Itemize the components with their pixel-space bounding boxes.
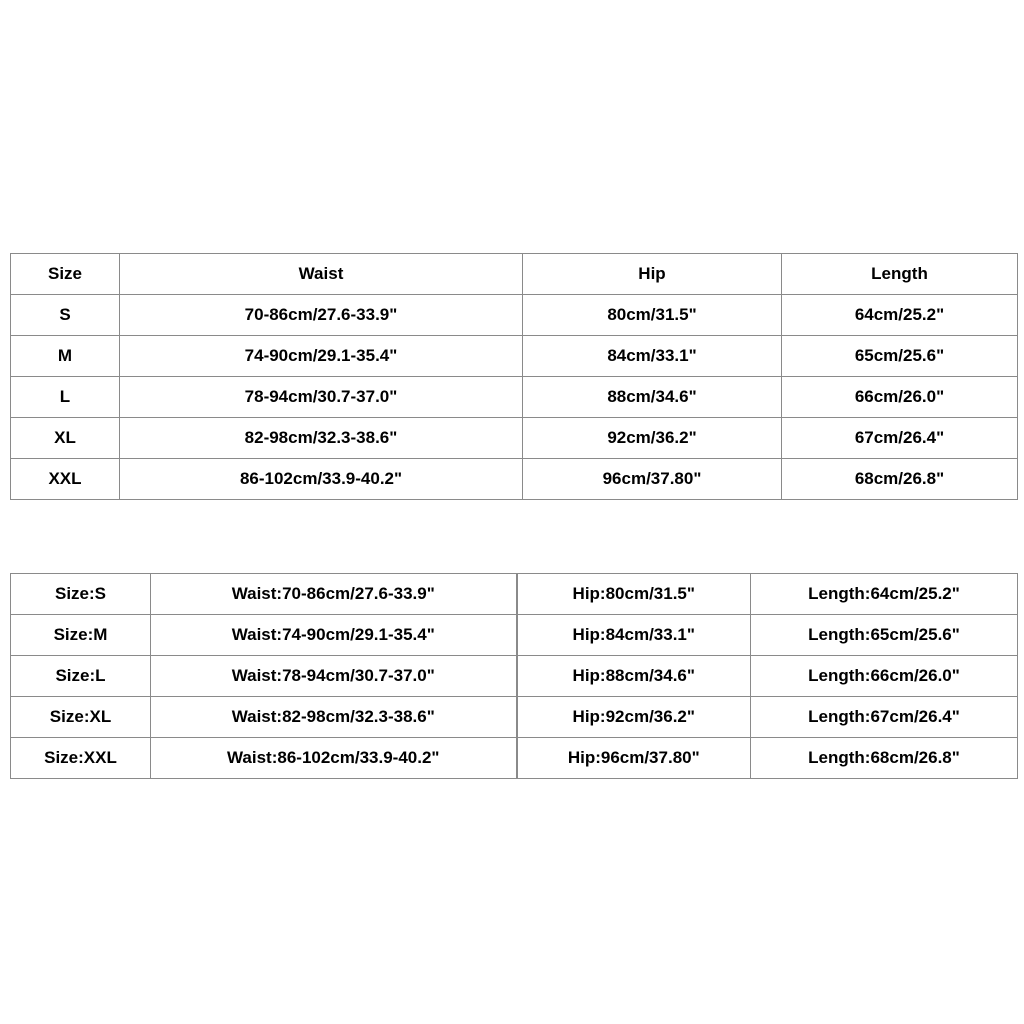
table-header-row (11, 254, 1018, 295)
size-cell: Size:XXL (11, 738, 151, 779)
hip-cell: Hip:80cm/31.5" (517, 574, 751, 615)
hip-cell: Hip:96cm/37.80" (517, 738, 751, 779)
waist-cell: Waist:78-94cm/30.7-37.0" (151, 656, 517, 697)
waist-cell: 82-98cm/32.3-38.6" (120, 418, 523, 459)
waist-cell: Waist:86-102cm/33.9-40.2" (151, 738, 517, 779)
header-length: Length (782, 254, 1018, 295)
hip-cell: 80cm/31.5" (523, 295, 782, 336)
hip-cell: 84cm/33.1" (523, 336, 782, 377)
length-cell: 67cm/26.4" (782, 418, 1018, 459)
length-cell: 68cm/26.8" (782, 459, 1018, 500)
length-cell: Length:66cm/26.0" (751, 656, 1018, 697)
size-cell: Size:M (11, 615, 151, 656)
waist-cell: 70-86cm/27.6-33.9" (120, 295, 523, 336)
table-row (11, 336, 1018, 377)
waist-cell: 78-94cm/30.7-37.0" (120, 377, 523, 418)
table-row (11, 574, 1018, 615)
table-row (11, 295, 1018, 336)
hip-cell: 96cm/37.80" (523, 459, 782, 500)
length-cell: Length:67cm/26.4" (751, 697, 1018, 738)
hip-cell: Hip:92cm/36.2" (517, 697, 751, 738)
size-cell: Size:S (11, 574, 151, 615)
size-chart-table (10, 253, 1018, 500)
header-hip: Hip (523, 254, 782, 295)
length-cell: Length:65cm/25.6" (751, 615, 1018, 656)
table-row (11, 377, 1018, 418)
table-row (11, 418, 1018, 459)
hip-cell: 88cm/34.6" (523, 377, 782, 418)
hip-cell: Hip:84cm/33.1" (517, 615, 751, 656)
size-cell: XXL (11, 459, 120, 500)
header-waist: Waist (120, 254, 523, 295)
table-row (11, 459, 1018, 500)
waist-cell: 86-102cm/33.9-40.2" (120, 459, 523, 500)
table-row (11, 738, 1018, 779)
hip-cell: 92cm/36.2" (523, 418, 782, 459)
size-cell: L (11, 377, 120, 418)
hip-cell: Hip:88cm/34.6" (517, 656, 751, 697)
size-cell: Size:XL (11, 697, 151, 738)
waist-cell: Waist:70-86cm/27.6-33.9" (151, 574, 517, 615)
waist-cell: Waist:74-90cm/29.1-35.4" (151, 615, 517, 656)
header-size: Size (11, 254, 120, 295)
length-cell: Length:68cm/26.8" (751, 738, 1018, 779)
length-cell: 66cm/26.0" (782, 377, 1018, 418)
size-cell: XL (11, 418, 120, 459)
length-cell: 64cm/25.2" (782, 295, 1018, 336)
table-row (11, 615, 1018, 656)
table-row (11, 656, 1018, 697)
length-cell: Length:64cm/25.2" (751, 574, 1018, 615)
length-cell: 65cm/25.6" (782, 336, 1018, 377)
size-chart-labeled-table (10, 573, 1018, 779)
waist-cell: 74-90cm/29.1-35.4" (120, 336, 523, 377)
size-cell: S (11, 295, 120, 336)
size-cell: M (11, 336, 120, 377)
waist-cell: Waist:82-98cm/32.3-38.6" (151, 697, 517, 738)
size-cell: Size:L (11, 656, 151, 697)
table-row (11, 697, 1018, 738)
